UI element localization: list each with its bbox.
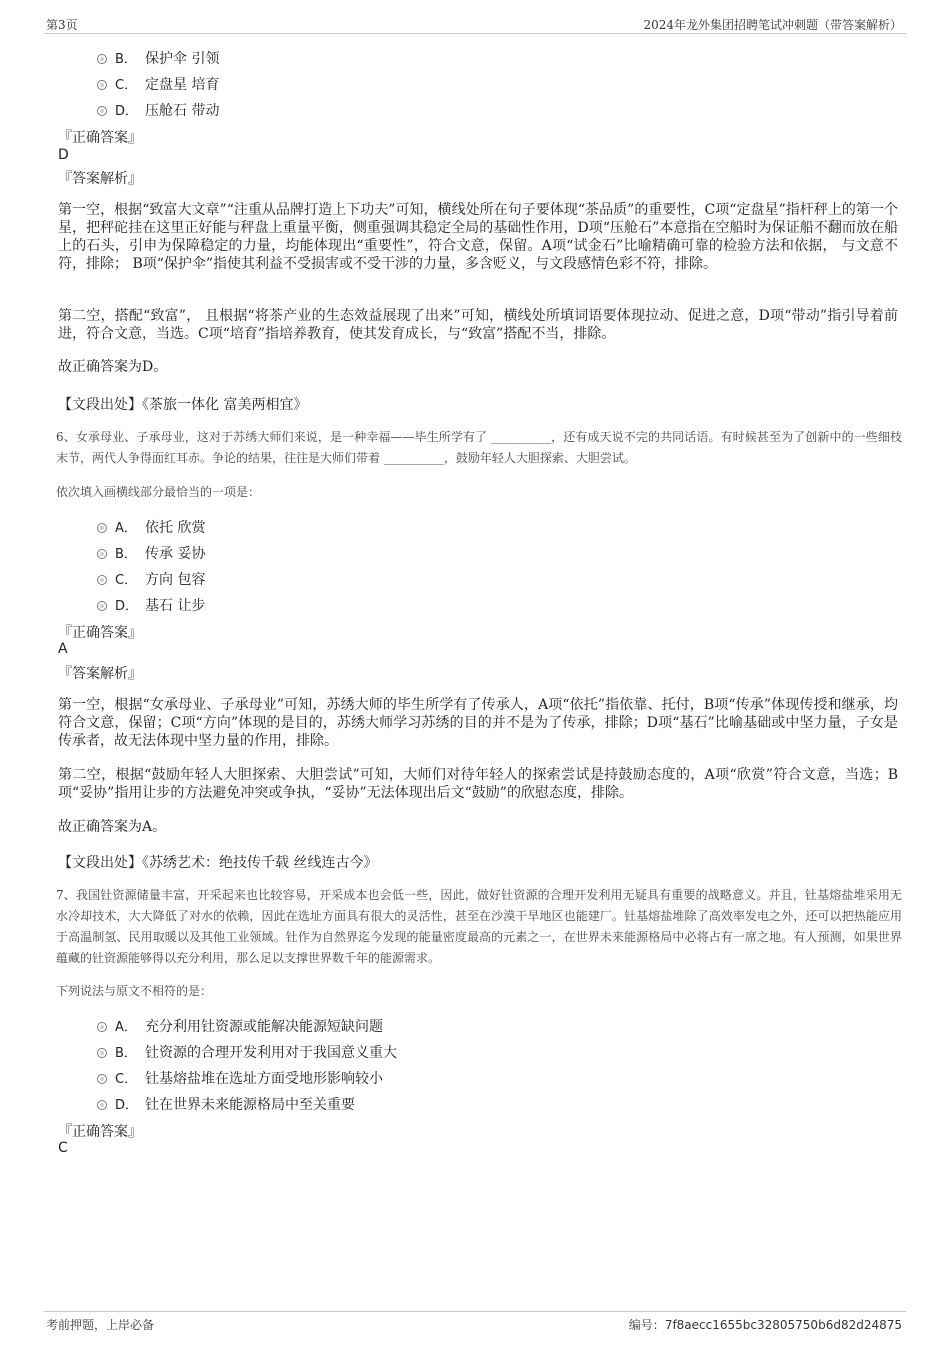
q6-question-text: 6、女承母业、子承母业，这对于苏绣大师们来说，是一种幸福——毕生所学有了 __________，还有成天说不完的共同话语。有时候甚至为了创新中的一些细枝末节，两代人争得面红耳赤。争论的结果，往往是大师们带着 __________，鼓励年轻人大胆探索、大胆尝试。 <box>56 430 902 465</box>
radio-icon[interactable] <box>97 54 107 64</box>
radio-icon[interactable] <box>97 523 107 533</box>
option-text: 压舱石 带动 <box>145 103 220 119</box>
q7-answer-value: C <box>58 1140 68 1156</box>
option-letter: B． <box>115 52 137 67</box>
radio-icon[interactable] <box>97 80 107 90</box>
page-header <box>44 14 906 34</box>
option-letter: A． <box>115 1020 137 1035</box>
radio-icon[interactable] <box>97 601 107 611</box>
q5-answer-label: 『正确答案』 <box>58 130 142 146</box>
option-text: 定盘星 培育 <box>145 77 220 93</box>
q7-answer-label: 『正确答案』 <box>58 1124 142 1140</box>
q6-analysis-conclusion: 故正确答案为A。 <box>58 819 167 835</box>
option-text: 方向 包容 <box>145 572 206 588</box>
q5-analysis-paragraph-2: 第二空，搭配“致富”， 且根据“将茶产业的生态效益展现了出来”可知，横线处所填词语要体现拉动、促进之意，D项“带动”指引导着前进，符合文意，当选。C项“培育”指培养教育，使其发育成长，与“致富”搭配不当，排除。 <box>58 308 898 342</box>
option-letter: C． <box>115 1072 138 1087</box>
q5-analysis-label: 『答案解析』 <box>58 171 142 187</box>
q7-prompt: 下列说法与原文不相符的是： <box>56 984 213 998</box>
radio-icon[interactable] <box>97 549 107 559</box>
option-text: 钍在世界未来能源格局中至关重要 <box>145 1097 355 1113</box>
radio-icon[interactable] <box>97 1074 107 1084</box>
option-text: 基石 让步 <box>145 598 206 614</box>
option-text: 传承 妥协 <box>145 546 206 562</box>
q5-analysis-conclusion: 故正确答案为D。 <box>58 359 168 375</box>
q7-question-text: 7、我国钍资源储量丰富，开采起来也比较容易，开采成本也会低一些，因此，做好钍资源的合理开发利用无疑具有重要的战略意义。并且，钍基熔盐堆采用无水冷却技术，大大降低了对水的依赖，因此在选址方面具有很大的灵活性，甚至在沙漠干旱地区也能建厂。钍基熔盐堆除了高效率发电之外，还可以把热能应用于高温制氢、民用取暖以及其他工业领域。钍作为自然界迄今发现的能量密度最高的元素之一，在世界未来能源格局中必将占有一席之地。有人预测，如果世界蕴藏的钍资源能够得以充分利用，那么足以支撑世界数千年的能源需求。 <box>56 888 902 965</box>
option-text: 充分利用钍资源或能解决能源短缺问题 <box>145 1019 383 1035</box>
q5-source: 【文段出处】《茶旅一体化 富美两相宜》 <box>58 397 308 413</box>
option-letter: D． <box>115 599 139 614</box>
option-letter: C． <box>115 78 138 93</box>
q6-prompt: 依次填入画横线部分最恰当的一项是： <box>56 485 261 499</box>
q5-analysis-paragraph-1: 第一空，根据“致富大文章”“注重从品牌打造上下功夫”可知，横线处所在句子要体现“茶品质”的重要性，C项“定盘星”指杆秤上的第一个星，把秤砣挂在这里正好能与秤盘上重量平衡，侧重强调其稳定全局的基础性作用，D项“压舱石”本意指在空船时为保证船不翻而放在船上的石头，引申为保障稳定的力量，均能体现出“重要性”，符合文意，保留。A项“试金石”比喻精确可靠的检验方法和依据， 与文意不符，排除； B项“保护伞”指使其利益不受损害或不受干涉的力量，多含贬义，与文段感情色彩不符，排除。 <box>58 202 898 272</box>
option-text: 依托 欣赏 <box>145 520 206 536</box>
radio-icon[interactable] <box>97 1048 107 1058</box>
page-footer <box>44 1311 906 1335</box>
document-code <box>629 1316 902 1333</box>
q6-answer-label: 『正确答案』 <box>58 625 142 641</box>
footer-motto: 考前押题，上岸必备 <box>46 1318 155 1332</box>
radio-icon[interactable] <box>97 575 107 585</box>
option-text: 钍基熔盐堆在选址方面受地形影响较小 <box>145 1071 383 1087</box>
q5-answer-value: D <box>58 147 69 163</box>
q6-analysis-paragraph-1: 第一空，根据“女承母业、子承母业”可知，苏绣大师的毕生所学有了传承人，A项“依托”指依靠、托付，B项“传承”体现传授和继承，均符合文意，保留；C项“方向”体现的是目的，苏绣大师学习苏绣的目的并不是为了传承，排除；D项“基石”比喻基础或中坚力量，子女是传承者，故无法体现中坚力量的作用，排除。 <box>58 697 898 749</box>
option-letter: B． <box>115 1046 137 1061</box>
document-title: 2024年龙外集团招聘笔试冲刺题（带答案解析） <box>643 18 902 32</box>
q6-answer-value: A <box>58 641 68 657</box>
radio-icon[interactable] <box>97 1022 107 1032</box>
radio-icon[interactable] <box>97 1100 107 1110</box>
option-letter: D． <box>115 1098 139 1113</box>
q6-analysis-paragraph-2: 第二空，根据“鼓励年轻人大胆探索、大胆尝试”可知，大师们对待年轻人的探索尝试是持鼓励态度的，A项“欣赏”符合文意，当选；B项“妥协”指用让步的方法避免冲突或争执，“妥协”无法体现出后文“鼓励”的欣慰态度，排除。 <box>58 767 898 801</box>
option-letter: B． <box>115 547 137 562</box>
radio-icon[interactable] <box>97 106 107 116</box>
option-text: 钍资源的合理开发利用对于我国意义重大 <box>145 1045 397 1061</box>
q6-analysis-label: 『答案解析』 <box>58 666 142 682</box>
page-number: 第3页 <box>46 18 78 32</box>
option-letter: C． <box>115 573 138 588</box>
document-code-value: 7f8aecc1655bc32805750b6d82d24875 <box>664 1318 902 1332</box>
q6-source: 【文段出处】《苏绣艺术：绝技传千载 丝线连古今》 <box>58 855 378 871</box>
option-text: 保护伞 引领 <box>145 51 220 67</box>
option-letter: D． <box>115 104 139 119</box>
option-letter: A． <box>115 521 137 536</box>
document-code-label: 编号： <box>628 1318 665 1332</box>
